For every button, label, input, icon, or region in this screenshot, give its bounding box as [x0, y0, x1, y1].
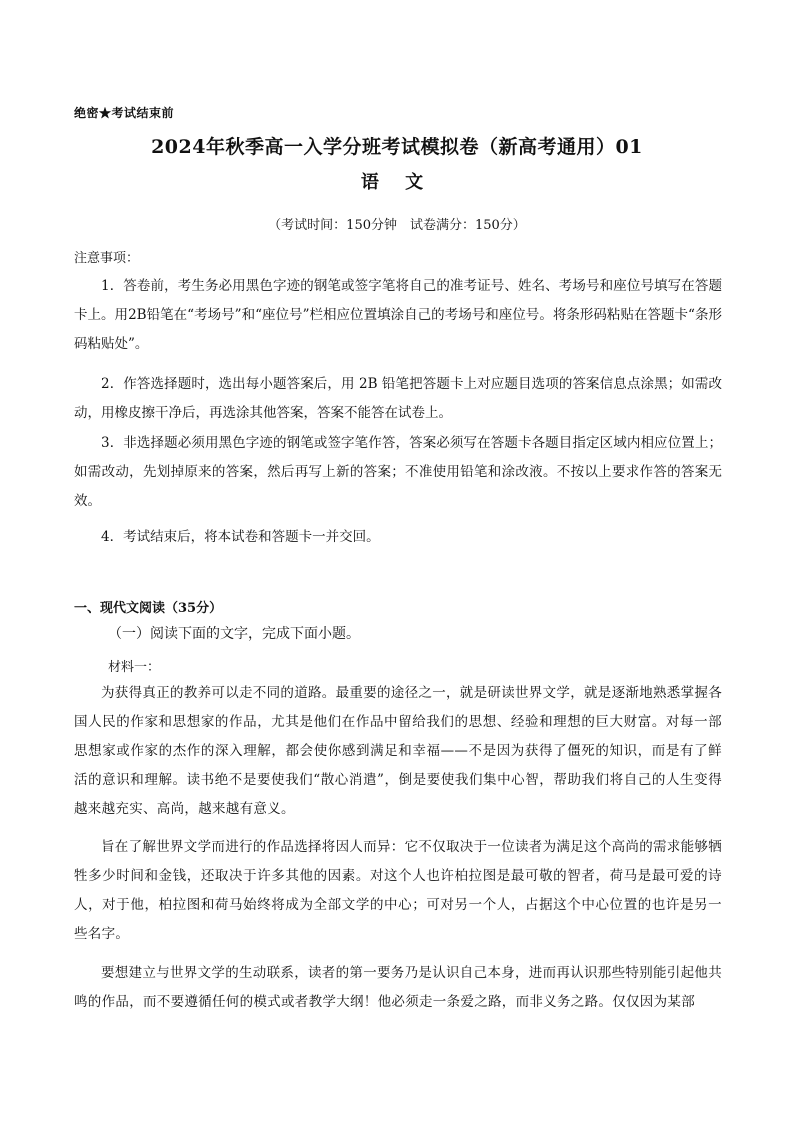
material-paragraph: 旨在了解世界文学而进行的作品选择将因人而异：它不仅取决于一位读者为满足这个高尚的需求能够牺牲多少时间和金钱，还取决于许多其他的因素。对这个人也许柏拉图是最可敬的智者，荷马是最可爱的诗人，对于他，柏拉图和荷马始终将成为全部文学的中心；可对另一个人，占据这个中心位置的也许是另一些名字。	[74, 839, 722, 942]
notice-item: 1．答卷前，考生务必用黑色字迹的钢笔或签字笔将自己的准考证号、姓名、考场号和座位号填写在答题卡上。用2B铅笔在“考场号”和“座位号”栏相应位置填涂自己的考场号和座位号。将条形码粘贴在答题卡“条形码粘贴处”。	[74, 278, 722, 352]
material-label: 材料一：	[108, 660, 161, 675]
section-instruction: （一）阅读下面的文字，完成下面小题。	[108, 626, 360, 642]
notice-item: 3．非选择题必须用黑色字迹的钢笔或签字笔作答，答案必须写在答题卡各题目指定区域内相应位置上；如需改动，先划掉原来的答案，然后再写上新的答案；不准使用铅笔和涂改液。不按以上要求作答的答案无效。	[74, 435, 722, 509]
notice-item: 2．作答选择题时，选出每小题答案后，用 2B 铅笔把答题卡上对应题目选项的答案信息点涂黑；如需改动，用橡皮擦干净后，再选涂其他答案，答案不能答在试卷上。	[74, 376, 722, 421]
page-title: 2024年秋季高一入学分班考试模拟卷（新高考通用）01	[151, 136, 643, 158]
exam-time-info: （考试时间：150分钟 试卷满分：150分）	[268, 218, 526, 233]
material-paragraph: 要想建立与世界文学的生动联系，读者的第一要务乃是认识自己本身，进而再认识那些特别能引起他共鸣的作品，而不要遵循任何的模式或者教学大纲！他必须走一条爱之路，而非义务之路。仅仅因为某部	[74, 965, 722, 1010]
section-heading: 一、现代文阅读（35分）	[74, 601, 223, 616]
notice-item: 4．考试结束后，将本试卷和答题卡一并交回。	[101, 529, 380, 545]
subject-title: 语 文	[360, 172, 434, 193]
material-paragraph: 为获得真正的教养可以走不同的道路。最重要的途径之一，就是研读世界文学，就是逐渐地熟悉掌握各国人民的作家和思想家的作品，尤其是他们在作品中留给我们的思想、经验和理想的巨大财富。对每一部思想家或作家的杰作的深入理解，都会使你感到满足和幸福——不是因为获得了僵死的知识，而是有了鲜活的意识和理解。读书绝不是要使我们“散心消遣”，倒是要使我们集中心智，帮助我们将自己的人生变得越来越充实、高尚，越来越有意义。	[74, 685, 722, 817]
secret-label: 绝密★考试结束前	[74, 106, 175, 120]
notice-heading: 注意事项：	[74, 251, 140, 266]
